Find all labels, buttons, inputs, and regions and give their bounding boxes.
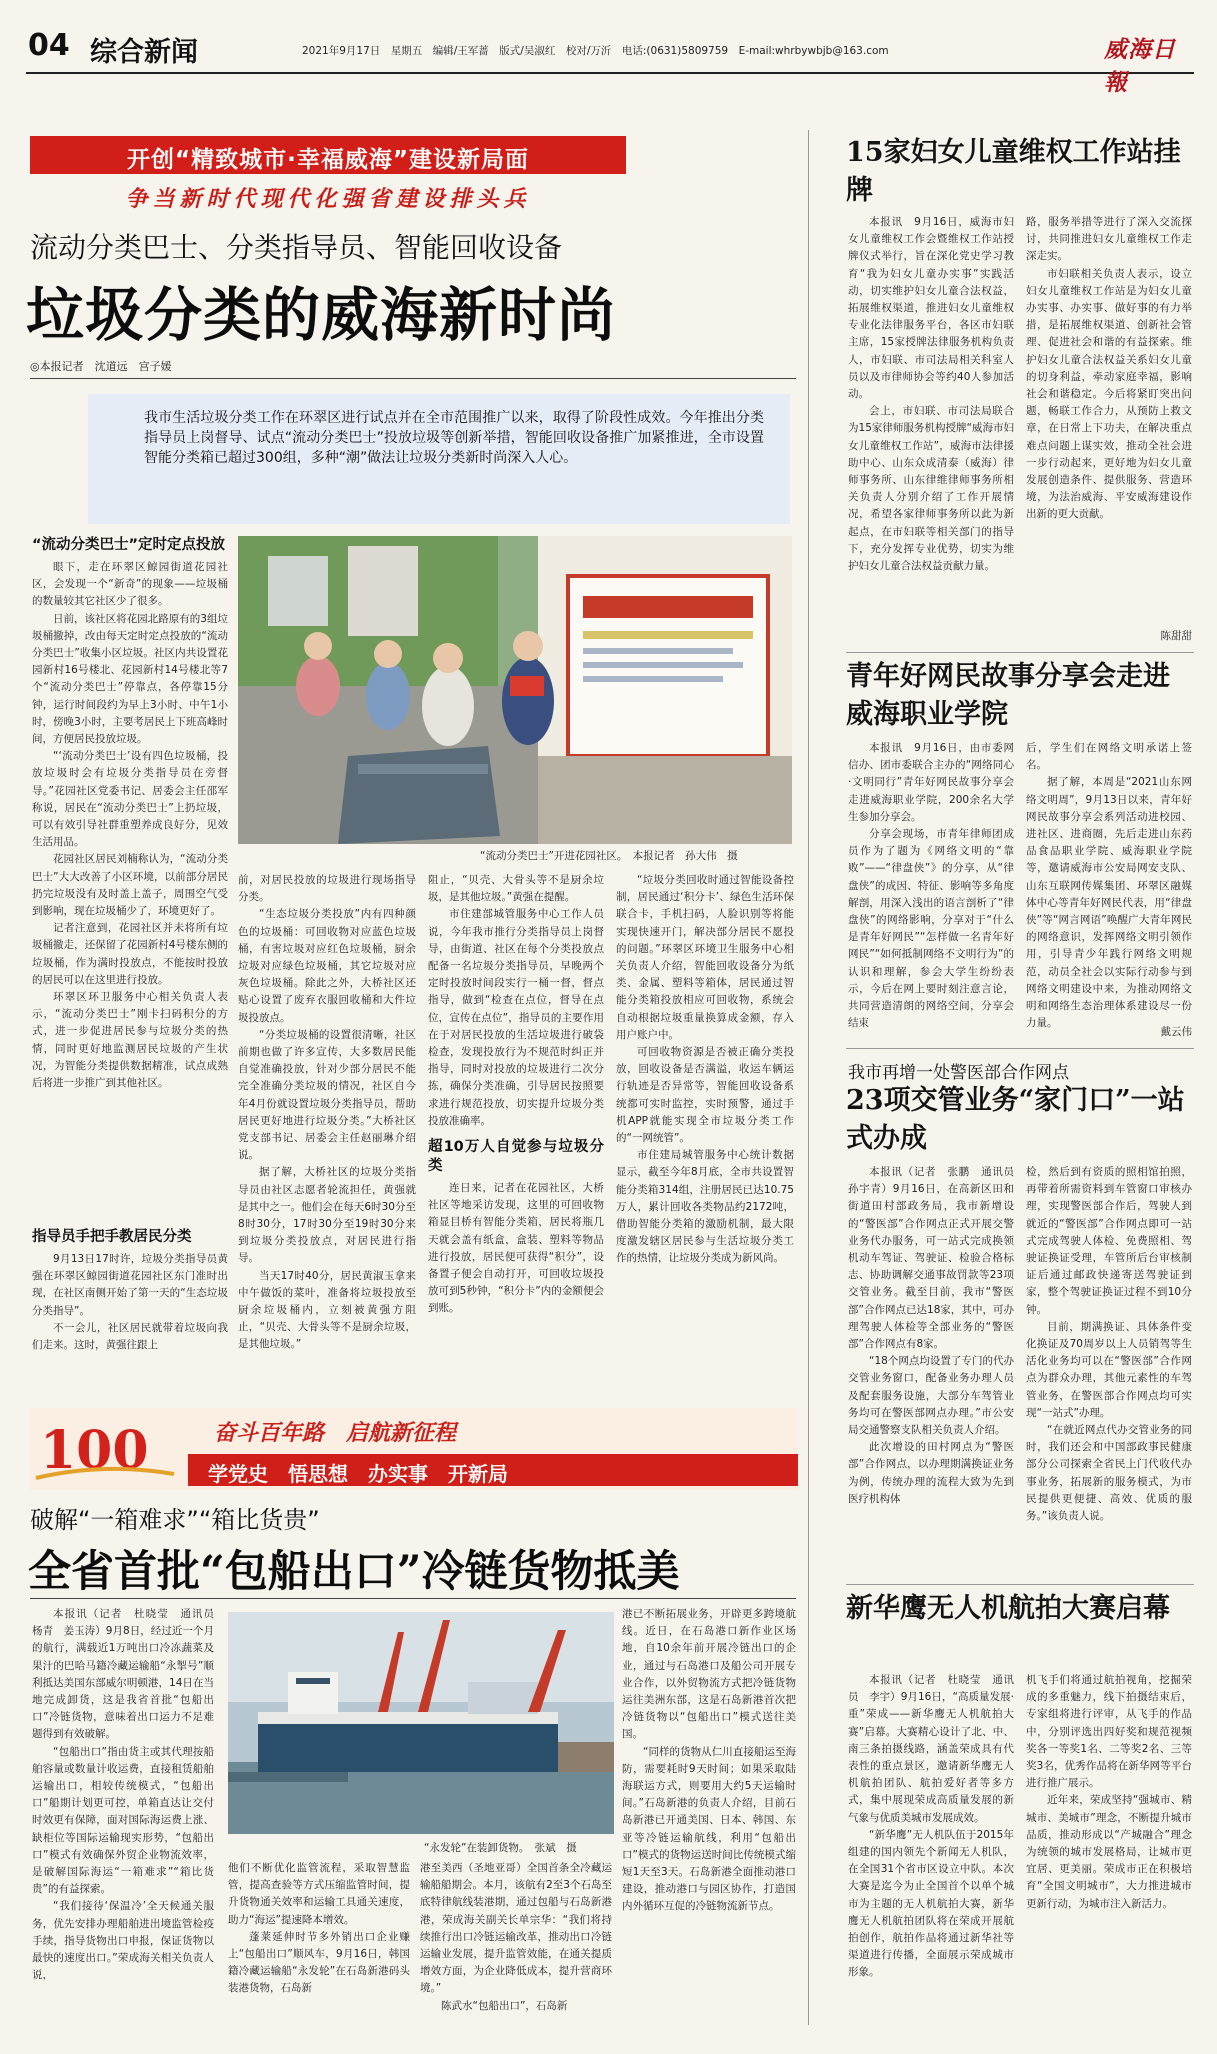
lead-subhead-3: 超10万人自觉参与垃圾分类: [428, 1139, 604, 1175]
article-2-column-2: [1026, 740, 1192, 1030]
article-3-column-1: [848, 1164, 1025, 1576]
article-2-byline: 戴云伟: [1160, 1026, 1192, 1038]
column-divider: [808, 130, 809, 2025]
svg-text:100: 100: [40, 1420, 149, 1481]
paragraph: “新华鹰”无人机队伍于2015年组建的国内领先个新闻无人机队，在全国31个省市区设立中队。本次大赛是迄今为止全国首个以单个城市为主题的无人机航拍大赛，新华鹰无人机航拍团队将在荣成开展航拍创作，航拍作品将通过新华社等渠道进行传播，全面展示荣成城市形象。: [848, 1828, 1014, 1979]
ship-column-1: [32, 1606, 225, 2046]
paragraph: 本报讯（记者 杜晓莹 通讯员 杨青 姜玉涛）9月8日，经过近一个月的航行，满载近1万吨出口冷冻蔬菜及果汁的巴哈马籍冷藏运输船“永掣号”顺利抵达美国东部威尔明顿港，14日在当地完成卸货，这是我省首批“包船出口”冷链货物，意味着出口运力不足难题得到有效破解。: [32, 1608, 225, 1741]
cargo-ship-image: [228, 1612, 614, 1834]
paragraph: 眼下，走在环翠区鲸园街道花园社区，会发现一个“新奇”的现象——垃圾桶的数量较其它社区少了很多。: [32, 561, 228, 608]
paragraph: 日前，该社区将花园北路原有的3组垃圾桶撤掉，改由每天定时定点投放的“流动分类巴士”收集小区垃圾。社区内共设置花园新村16号楼北、花园新村14号楼北等7个“流动分类巴士”停靠点，各停靠15分钟，运行时间段约为早上3小时、中午1小时，傍晚3小时，主要考居民上下班高峰时间，方便居民投放垃圾。: [32, 612, 228, 746]
lead-subhead-2: 指导员手把手教居民分类: [32, 1229, 192, 1245]
lead-column-3: [428, 872, 604, 1397]
lead-byline: ◎本报记者 沈道远 宫子媛: [30, 360, 172, 373]
paragraph: 9月13日17时许，垃圾分类指导员黄强在环翠区鲸园街道花园社区东门准时出现，在社区南侧开始了第一天的“生态垃圾分类指导”。: [32, 1253, 228, 1317]
paragraph: 阻止，“贝壳、大骨头等不是厨余垃圾，是其他垃圾。”黄强在提醒。: [428, 874, 604, 904]
article-divider: [846, 652, 1194, 653]
article-1-column-1: [848, 214, 1014, 646]
paragraph: 不一会儿，社区居民就带着垃圾向我们走来。这时，黄强往跟上: [32, 1321, 228, 1352]
paragraph: “包船出口”指由货主或其代理按船舶容量或数量计收运费，直接租赁船舶运输出口，相较传统模式，“包船出口”船期计划更可控，单箱直达让交付时效更有保障，面对国际海运费上涨、缺柜位等国际运输现实形势，“包船出口”模式有效确保外贸企业物流效率，是破解国际海运“一箱难求”“箱比货贵”的有益探索。: [32, 1745, 214, 1896]
paragraph: “18个网点均设置了专门的代办交管业务窗口，配备业务办理人员及配套服务设施，大部分车驾管业务均可在警医部网点办理。”市公安局交通警察支队相关负责人介绍。: [848, 1355, 1014, 1437]
centenary-title: 奋斗百年路 启航新征程: [214, 1420, 457, 1446]
paragraph: 市住建局城管服务中心统计数据显示，截至今年8月底，全市共设置智能分类箱314组，注册居民已达10.75万人，累计回收各类物品约2172吨，借助智能分类箱的激励机制，最大限度激发辖区居民参与生活垃圾分类工作的热情，让垃圾分类成为新风尚。: [616, 1149, 794, 1265]
ship-headline: 全省首批“包船出口”冷链货物抵美: [28, 1547, 680, 1597]
campaign-banner: [30, 136, 626, 214]
paragraph: 记者注意到，花园社区并未将所有垃圾桶撤走，还保留了花园新村4号楼东侧的垃圾桶，作为满时投放点，不能按时投放的居民可以在这里进行投放。: [32, 922, 228, 986]
centenary-emblem: [34, 1412, 180, 1486]
lead-photo-caption: “流动分类巴士”开进花园社区。 本报记者 孙大伟 摄: [480, 850, 738, 862]
centenary-100-icon: [34, 1412, 180, 1486]
article-3-column-2: [1026, 1164, 1192, 1576]
ship-column-4: [622, 1606, 796, 2046]
paragraph: 他们不断优化监管流程，采取智慧监管，提高查验等方式压缩监管时间，提升货物通关效率和运输工具通关速度，助力“海运”提速降本增效。: [228, 1862, 410, 1926]
paragraph: 蓬莱延伸时节多外销出口企业赚上“包船出口”顺风车，9月16日，韩国籍冷藏运输船“永发轮”在石岛新港码头装港货物，石岛新: [228, 1930, 410, 1995]
newspaper-logo: 威海日報: [1104, 36, 1176, 96]
lead-kicker: 流动分类巴士、分类指导员、智能回收设备: [30, 231, 563, 264]
article-4-title: 新华鹰无人机航拍大赛启幕: [846, 1593, 1170, 1624]
paragraph: 分享会现场，市青年律师团成员作为了题为《网络文明的“靠败”——“律盘侠”》的分享，从“律盘侠”的成因、特征、影响等多角度解剖，用深入浅出的语言剖析了“律盘侠”的网络影响，分享对于“什么是青年好网民”“怎样做一名青年好网民”“如何抵制网络不文明行为”的认识和理解，参会大学生纷纷表示，今后在网上要时刻注意言论，共同营造清朗的网络空间，分享会结束: [848, 828, 1014, 1030]
paragraph: 目前，期满换证、具体条件变化换证及70周岁以上人员销驾等生活化业务均可以在“警医部”合作网点为群众办理，其他元素性的车驾管业务，在警医部合作网点均可实现“一站式”办理。: [1026, 1320, 1192, 1419]
paragraph: 机飞手们将通过航拍视角，挖掘荣成的多重魅力，线下拍摄结束后，专家组将进行评审，从飞手的作品中，分别评选出四好奖和规范视频奖各一等奖1名、二等奖2名、三等奖3名，优秀作品将在新华网等平台进行推广展示。: [1026, 1674, 1192, 1790]
article-2-column-1: [848, 740, 1014, 1040]
paragraph: 本报讯 9月16日，由市委网信办、团市委联合主办的“网络同心·文明同行”青年好网民故事分享会走进威海职业学院，200余名大学生参加分享会。: [848, 742, 1014, 823]
paragraph: “我们接待‘保温冷’全天候通关服务，优先安排办理船舶进出境监管检疫手续，指导货物出口申报，保证货物以最快的速度出口。”荣成海关相关负责人说，: [32, 1900, 214, 1982]
ship-column-2: [228, 1860, 410, 2046]
paragraph: 可回收物资源是否被正确分类投放，回收设备是否满溢，收运车辆运行轨迹是否异常等，智能回收设备系统都可实时监控，实时预警，通过手机APP就能实现全市垃圾分类工作的“一网统管”。: [616, 1046, 794, 1145]
lead-summary-box: [88, 394, 790, 524]
paragraph: 此次增设的田村网点为“警医部”合作网点，以办理期满换证业务为例，传统办理的流程大致为先到医疗机构体: [848, 1441, 1014, 1505]
paragraph: 花园社区居民刘楠称认为，“流动分类巴士”大大改善了小区环境，以前部分居民扔完垃圾没有及时盖上盖子，周围空气受到影响，现在垃圾桶少了，环境更好了。: [32, 853, 228, 918]
paragraph: 前，对居民投放的垃圾进行现场指导分类。: [238, 874, 416, 904]
lead-subhead-1: “流动分类巴士”定时定点投放: [32, 537, 226, 553]
article-1-column-2: [1026, 214, 1192, 624]
paragraph: 市住建部城管服务中心工作人员说，今年我市推行分类指导员上岗督导，由街道、社区在每个分类投放点配备一名垃圾分类指导员，早晚两个定时投放时间段实行一桶一督，督点指导，做到“检查在点位，督导在点位，宣传在点位”，指导员的主要作用在于对居民投放的生活垃圾进行破袋检查，发现投放行为不规范时纠正并指导，同时对投放的垃圾进行二次分拣，确保分类准确，引导居民按照要求进行规范投放，切实提升垃圾分类投放准确率。: [428, 908, 604, 1127]
centenary-slogan: 学党史 悟思想 办实事 开新局: [208, 1462, 508, 1486]
paragraph: 本报讯 9月16日，威海市妇女儿童维权工作会暨维权工作站授牌仪式举行，旨在深化党史学习教育“我为妇女儿童办实事”实践活动，切实维护妇女儿童合法权益，拓展维权渠道，推进妇女儿童维权专业化法律服务平台，各区市妇联主席，15家授牌法律服务机构负责人，市妇联、市司法局相关科室人员以及市律师协会等约40人参加活动。: [848, 216, 1014, 401]
paragraph: 据了解，大桥社区的垃圾分类指导员由社区志愿者轮流担任，黄强就是其中之一。他们会在每天6时30分至8时30分，17时30分至19时30分来到垃圾分类投放点，对居民进行指导。: [238, 1166, 416, 1265]
paragraph: 后，学生们在网络文明承诺上签名。: [1026, 742, 1192, 772]
paragraph: “垃圾分类回收时通过智能设备控制，居民通过‘积分卡’、绿色生活环保联合卡，手机扫码，人脸识别等将能实现快速开门，解决部分居民不愿投的问题。”环翠区环境卫生服务中心相关负责人介绍，智能回收设备分为纸类、金属、塑料等箱体，居民通过智能分类箱投放相应可回收物，系统会自动根据垃圾重量换算成金额，存入用户账户中。: [616, 874, 794, 1041]
lead-column-2: [238, 872, 416, 1397]
paragraph: “在就近网点代办交管业务的同时，我们还会和中国部政事民健康部分公司探索全省民上门代收代办事业务，拓展新的服务模式，为市民提供更便捷、高效、优质的服务。”该负责人说。: [1026, 1424, 1192, 1523]
ship-column-3: [420, 1860, 612, 2046]
page-header: [26, 26, 1194, 96]
banner-title-bar: [30, 136, 626, 174]
banner-subtitle: 争当新时代现代化强省建设排头兵: [125, 186, 531, 212]
paragraph: “‘流动分类巴士’设有四色垃圾桶，投放垃圾时会有垃圾分类指导员在旁督导。”花园社区党委书记、居委会主任邵军称说，居民在“流动分类巴士”上扔垃圾，可以有效引导社群重塑养成良好分，见效生活用品。: [32, 750, 228, 849]
bus-scene-image: [238, 536, 792, 844]
article-divider: [846, 1584, 1194, 1585]
paragraph: 环翠区环卫服务中心相关负责人表示，“流动分类巴士”刚卡扫码积分的方式，进一步促进居民参与垃圾分类的热情，同时更好地监测居民垃圾的产生状况，为智能分类提供数据精准，试点成熟后将进一步推广到其他社区。: [32, 991, 228, 1090]
paragraph: “分类垃圾桶的设置很清晰，社区前期也做了许多宣传，大多数居民能自觉准确投放，针对少部分居民不能完全准确分类垃圾的情况，社区自今年4月份就设置垃圾分类指导员，帮助居民更好地进行垃圾分类。”大桥社区党支部书记、居委会主任赵丽琳介绍说。: [238, 1028, 416, 1162]
paragraph: 港至美西（圣地亚哥）全国首条全冷藏运输船船期会。本月，该航有2至3个石岛至底特律航线装港期，通过包船与石岛新港港，荣成海关副关长单宗华：“我们将持续推行出口冷链运输改革，推动出口冷链运输业发展，提升监管效能，在通关提质增效方面，为企业降低成本，提升营商环境。”: [420, 1862, 612, 1995]
ship-photo-caption: “永发轮”在装卸货物。 张斌 摄: [424, 1842, 577, 1854]
paragraph: 路，服务举措等进行了深入交流探讨，共同推进妇女儿童维权工作走深走实。: [1026, 216, 1192, 263]
paragraph: “生态垃圾分类投放”内有四种颜色的垃圾桶：可回收物对应蓝色垃圾桶，有害垃圾对应红色垃圾桶，厨余垃圾对应绿色垃圾桶，其它垃圾对应灰色垃圾桶。除此之外，大桥社区还贴心设置了废弃衣服回收桶和大件垃圾投放点。: [238, 908, 416, 1024]
centenary-banner: [30, 1408, 798, 1490]
paragraph: 本报讯（记者 杜晓莹 通讯员 李宇）9月16日，“高质量发展·重”荣成——新华鹰无人机航拍大赛”启幕。大赛精心设计了北、中、南三条拍摄线路，涵盖荣成具有代表性的重点景区，邀请新华鹰无人机航拍团队、航拍爱好者等多方式，集中展现荣成高质量发展的新气象与优质美城市发展成效。: [848, 1674, 1014, 1824]
ship-photo: [228, 1612, 614, 1834]
article-2-title: 青年好网民故事分享会走进威海职业学院: [846, 661, 1170, 730]
paragraph: 据了解，本周是“2021山东网络文明周”，9月13日以来，青年好网民故事分享会系列活动进校园、进社区、进商圈，先后走进山东药品食品职业学院、威海职业学院等，邀请威海市公安局网安支队、山东互联网传媒集团、环翠区融媒体中心等青年好网民代表，用“律盘侠”等“网言网语”唤醒广大青年网民的网络意识，发挥网络文明引领作用，引导青少年践行网络文明规范，动员全社会以实际行动参与到网络文明建设中来，为推动网络文明和网络生态治理体系建设尽一份力量。: [1026, 776, 1192, 1030]
banner-title: 开创“精致城市·幸福威海”建设新局面: [127, 147, 529, 173]
lead-rule: [30, 378, 796, 379]
paragraph: 近年来，荣成坚持“强城市、精城市、美城市”理念，不断提升城市品质，推动形成以“产城融合”理念为统领的城市发展格局，让城市更宜居、更美丽。荣成市正在积极培育“全国文明城市”，大力推进城市更新行动，为城市注入新活力。: [1026, 1794, 1192, 1910]
paragraph: 港已不断拓展业务，开辟更多跨境航线。近日，在石岛港口新作业区场地，自10余年前开展冷链出口的企业，通过与石岛港口及船公司开展专业合作，以外贸物流方式把冷链货物运往美洲东部，这是石岛新港首次把冷链货物以“包船出口”模式送往美国。: [622, 1608, 796, 1741]
article-4-column-2: [1026, 1672, 1192, 2046]
header-info: 2021年9月17日 星期五 编辑/王军蔷 版式/吴淑红 校对/万沂 电话:(0631)5809759 E-mail:whrbywbjb@163.com: [302, 45, 889, 57]
paragraph: 本报讯（记者 张鹏 通讯员 孙宇青）9月16日，在高新区田和街道田村部政务局，我市新增设的“警医部”合作网点正式开展交警业务代办服务，可一站式完成换领机动车驾证、驾驶证、检验合格标志、协助调解交通事故罚款等23项交管业务。截至目前，我市“警医部”合作网点已达18家，其中，可办理驾驶人体检等全部业务的“警医部”合作网点有8家。: [848, 1166, 1025, 1351]
lead-photo: [238, 536, 792, 844]
article-3-title: 23项交管业务“家门口”一站式办成: [846, 1085, 1185, 1154]
article-3-kicker: 我市再增一处警医部合作网点: [848, 1063, 1069, 1083]
paragraph: 连日来，记者在花园社区，大桥社区等地采访发现，这里的可回收物箱显目桥有智能分类箱，居民将瓶几天就会盖有纸盒，盒装、塑料等物品进行投放，居民便可获得“积分”，设备置子便会自动打开，可回收垃圾投放可到5秒钟，“积分卡”内的金额便会到账。: [428, 1182, 604, 1315]
paragraph: 市妇联相关负责人表示，设立妇女儿童维权工作站是为妇女儿童办实事、办实事、做好事的有力举措，是拓展维权渠道、创新社会管理、促进社会和谐的有益探索。维护妇女儿童合法权益关系妇女儿童的切身利益，牵动家庭幸福，影响社会和谐稳定。今后将紧盯突出问题，畅联工作合力，从预防上救文章，在日常上下功夫，在解决重点难点问题上谋实效，推动全社会进一步行动起来，更好地为妇女儿童发展创造条件、提供服务、营造环境，为法治威海、平安威海建设作出新的更大贡献。: [1026, 267, 1192, 521]
article-4-column-1: [848, 1672, 1014, 2046]
lead-column-1: [32, 536, 228, 1221]
ship-kicker: 破解“一箱难求”“箱比货贵”: [30, 1506, 320, 1534]
paragraph: 会上，市妇联、市司法局联合为15家律师服务机构授牌“威海市妇女儿童维权工作站”，威海市法律援助中心、山东众成清泰（威海）律师事务所、山东律维律师事务所相关负责人分别介绍了工作开展情况，希望各家律师事务所以此为新起点，在市妇联等相关部门的指导下，充分发挥专业优势，切实为维护妇女儿童合法权益贡献力量。: [848, 405, 1014, 573]
lead-headline: 垃圾分类的威海新时尚: [26, 281, 617, 349]
article-divider: [846, 1048, 1194, 1049]
lead-summary: 我市生活垃圾分类工作在环翠区进行试点并在全市范围推广以来，取得了阶段性成效。今年推出分类指导员上岗督导、试点“流动分类巴士”投放垃圾等创新举措，智能回收设备推广加紧推进，全市设置智能分类箱已超过300组，多种“潮”做法让垃圾分类新时尚深入人心。: [144, 410, 764, 466]
paragraph: 陈武水“包船出口”，石岛新: [441, 1999, 568, 2012]
paragraph: 检，然后到有资质的照相馆拍照，再带着所需资料到车管窗口审核办理，实现警医部合作后，驾驶人到就近的“警医部”合作网点即可一站式完成驾驶人体检、免费照相、驾驶证换证受理，车管所后台审核制证后通过邮政快递寄送驾驶证到家，整个驾驶证换证过程不到10分钟。: [1026, 1166, 1192, 1316]
article-1-byline: 陈甜甜: [1160, 630, 1192, 642]
page-number: 04: [28, 28, 70, 63]
ship-rule: [30, 1598, 796, 1599]
section-title: 综合新闻: [90, 37, 198, 68]
article-1-title: 15家妇女儿童维权工作站挂牌: [846, 137, 1181, 206]
paragraph: “同样的货物从仁川直接船运至海防，需要耗时9天时间；如果采取陆海联运方式，则要用大约5天运输时间。”石岛新港的负责人介绍，目前石岛新港已开通美国、日本、韩国、东亚等冷链运输航线，利用“包船出口”模式的货物运送时间比传统模式缩短1天至3天。石岛新港全面推动港口建设，推动港口与园区协作，打造国内外循环互促的冷链物流新节点。: [622, 1745, 796, 1913]
lead-column-1b: [32, 1228, 228, 1398]
paragraph: 当天17时40分，居民黄淑玉拿来中午做饭的菜叶，准备将垃圾投放至厨余垃圾桶内，立刻被黄强方阻止，“贝壳、大骨头等不是厨余垃圾，是其他垃圾。”: [238, 1269, 416, 1351]
slogan-bar: [188, 1454, 798, 1486]
lead-column-4: [616, 872, 794, 1397]
